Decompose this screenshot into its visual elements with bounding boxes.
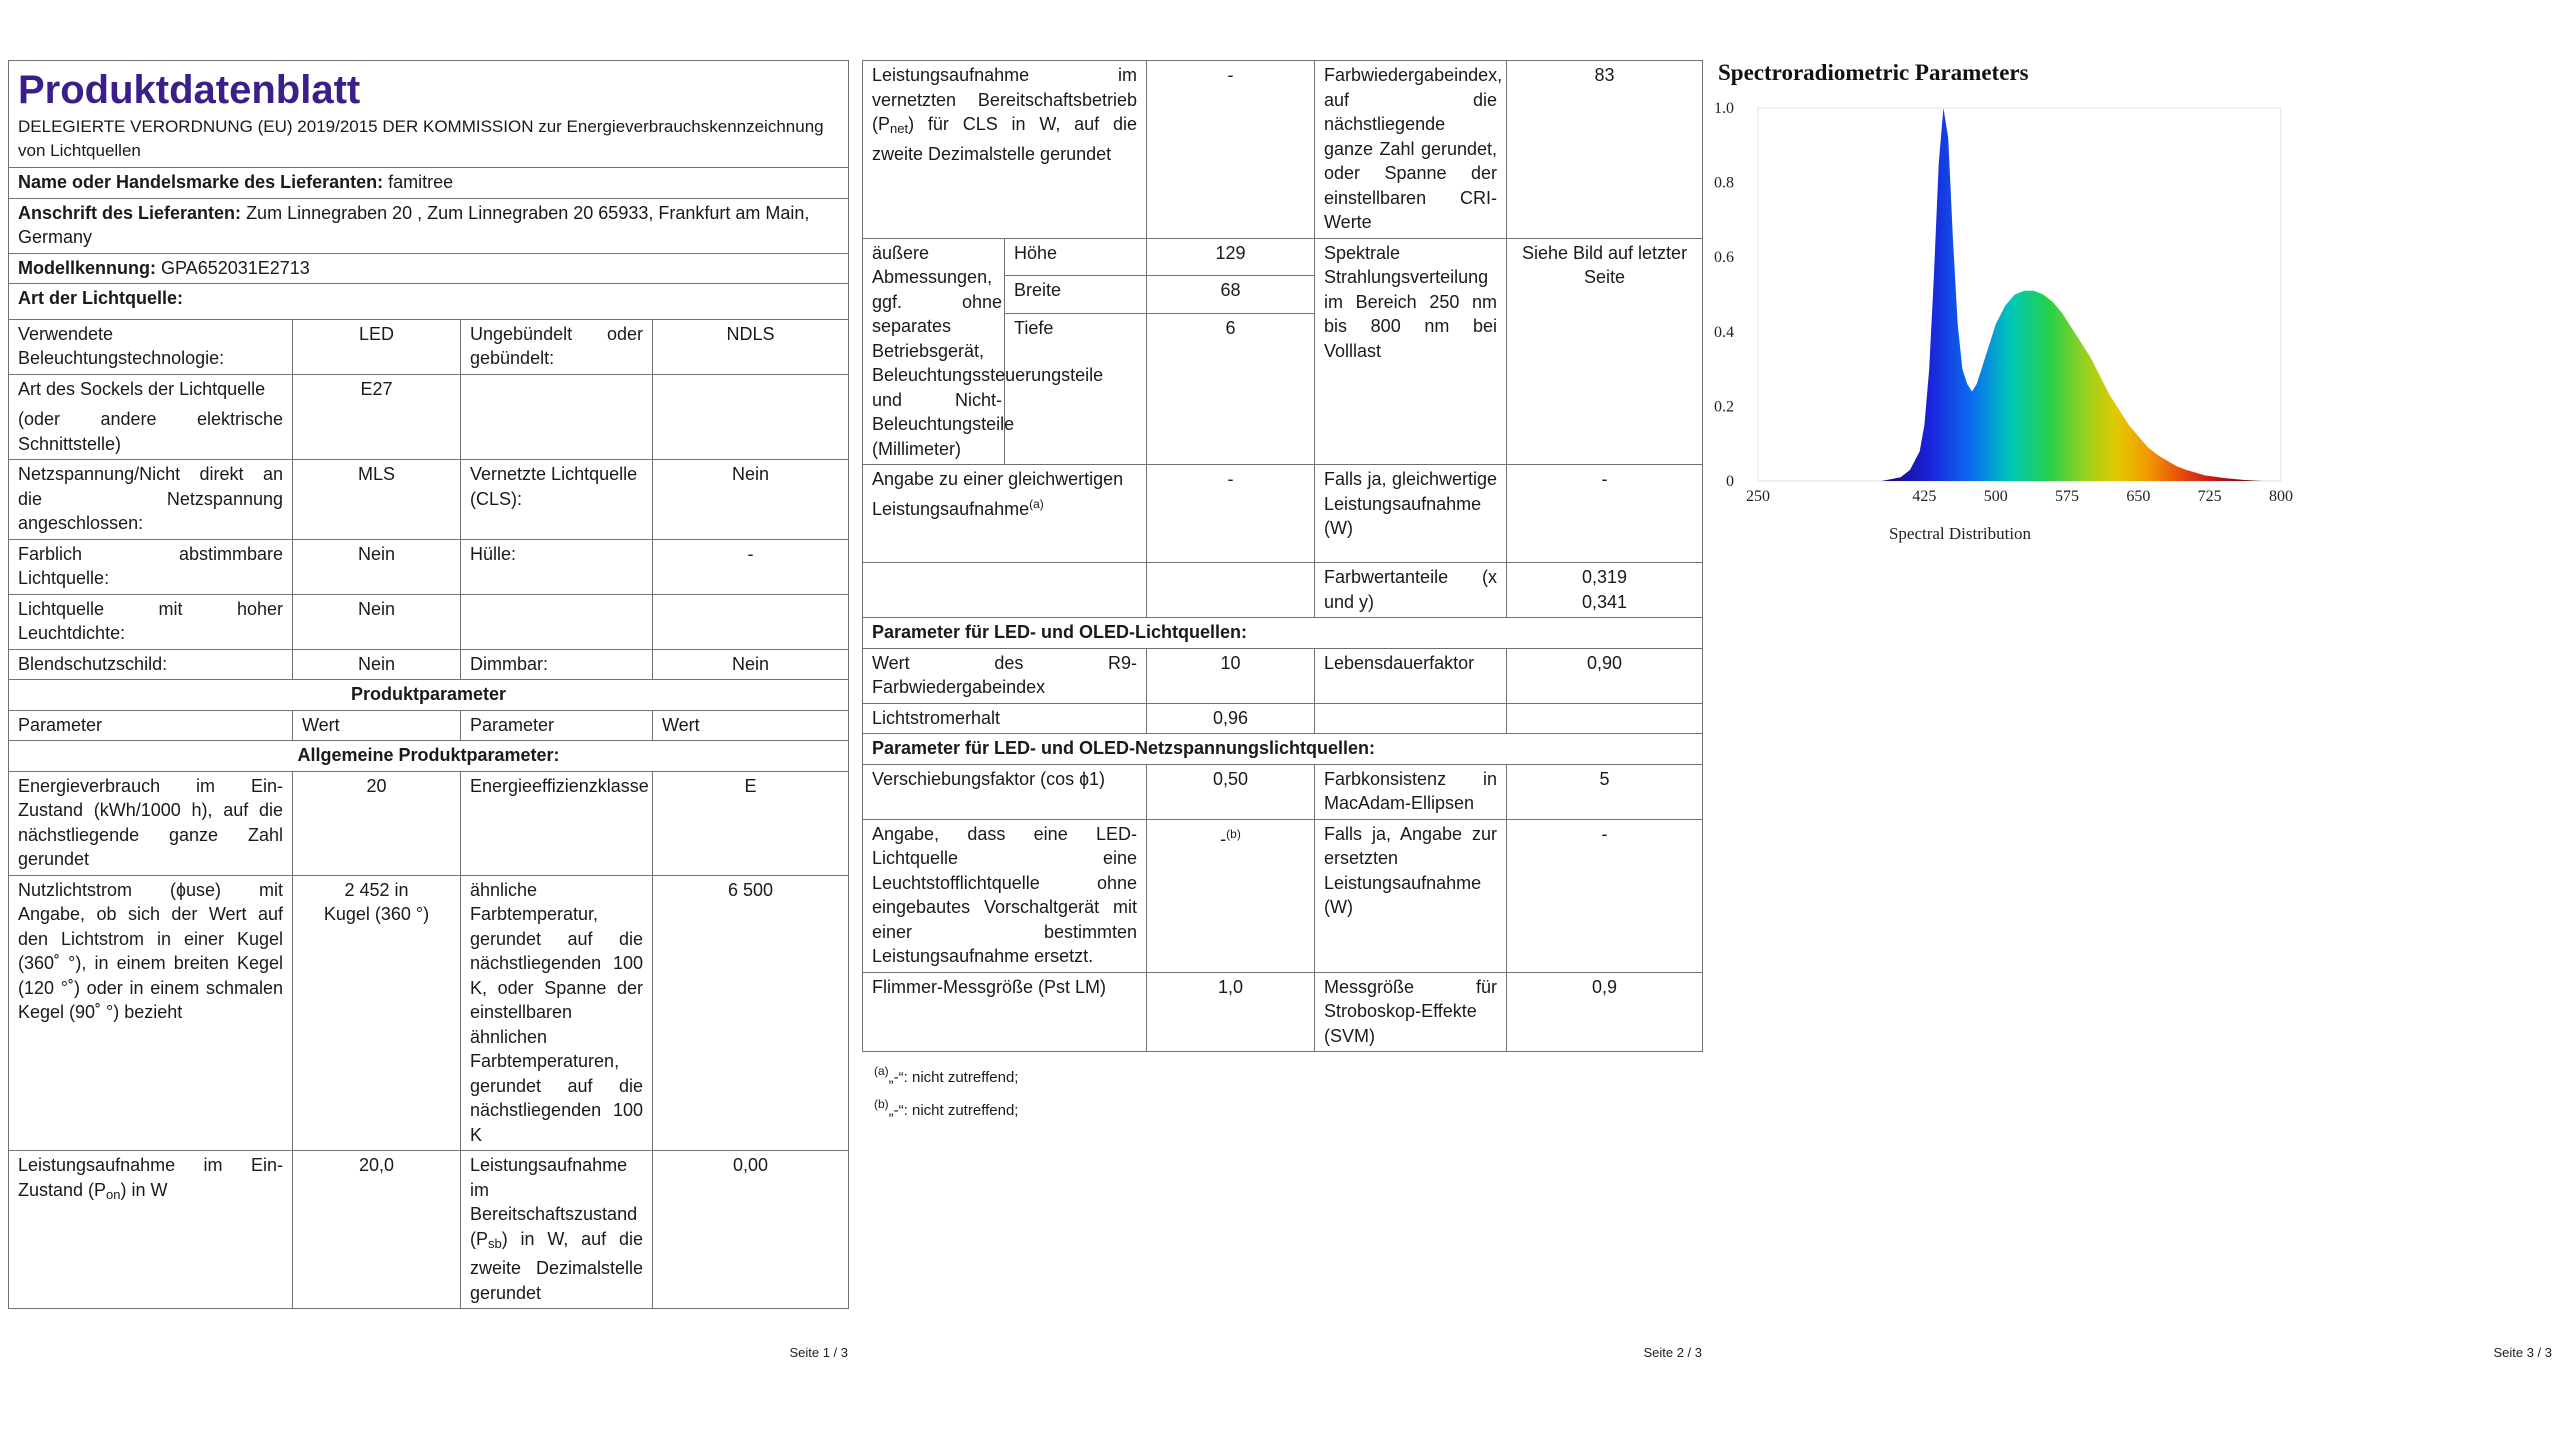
high-luminance-label: Lichtquelle mit hoher Leuchtdichte: — [9, 594, 293, 649]
displacement-factor-label: Verschiebungsfaktor (cos ɸ1) — [863, 764, 1147, 819]
empty-cell — [863, 563, 1147, 618]
networked-standby-value: - — [1147, 61, 1315, 239]
column-header-value: Wert — [293, 710, 461, 741]
x-tick-label: 725 — [2197, 488, 2222, 505]
bundled-value: NDLS — [653, 319, 849, 374]
page-footer: Seite 2 / 3 — [1643, 1345, 1702, 1360]
empty-cell — [1147, 563, 1315, 618]
cls-value: Nein — [653, 460, 849, 540]
led-parameters-header: Parameter für LED- und OLED-Lichtquellen: — [863, 618, 1703, 649]
bundled-label: Ungebündelt oder gebündelt: — [461, 319, 653, 374]
model-label: Modellkennung: — [18, 257, 156, 278]
on-mode-power-label — [9, 1151, 293, 1309]
socket-label — [9, 374, 293, 460]
networked-standby-subscript: net — [890, 121, 909, 136]
energy-class-value: E — [653, 771, 849, 875]
replaced-power-label: Falls ja, Angabe zur ersetzten Leistungsaufnahme (W) — [1315, 819, 1507, 972]
footnote-marker-a: (a) — [1029, 496, 1044, 511]
glare-value: Nein — [293, 649, 461, 680]
x-tick-label: 250 — [1746, 488, 1770, 505]
y-tick-label: 0.4 — [1714, 323, 1734, 341]
envelope-label: Hülle: — [461, 539, 653, 594]
footnote-marker-b: (b) — [1226, 826, 1241, 841]
y-tick-label: 0.6 — [1714, 249, 1734, 267]
footnote-a — [874, 1058, 1702, 1091]
page-footer: Seite 1 / 3 — [789, 1345, 848, 1360]
on-mode-power-text-end: ) in W — [120, 1179, 168, 1200]
dimmable-label: Dimmbar: — [461, 649, 653, 680]
footnote-b-mark: (b) — [874, 1097, 889, 1111]
cls-label: Vernetzte Lichtquelle (CLS): — [461, 460, 653, 540]
chart-title: Spectroradiometric Parameters — [1718, 60, 2029, 85]
tunable-label: Farblich abstimmbare Lichtquelle: — [9, 539, 293, 594]
empty-cell — [1315, 703, 1507, 734]
product-parameters-table — [862, 60, 1703, 1052]
regulation-text: DELEGIERTE VERORDNUNG (EU) 2019/2015 DER KOMMISSION zur Energieverbrauchskennzeichnung von Lichtquellen — [18, 117, 824, 160]
supplier-name-label: Name oder Handelsmarke des Lieferanten: — [18, 172, 384, 192]
macadam-value: 5 — [1507, 764, 1703, 819]
supplier-address-value: Zum Linnegraben 20 , Zum Linnegraben 20 65933, Frankfurt am Main, Germany — [18, 202, 810, 247]
mains-value: MLS — [293, 460, 461, 540]
general-parameters-header: Allgemeine Produktparameter: — [9, 741, 849, 772]
plot-area — [1758, 107, 2281, 482]
spectral-distribution-label: Spektrale Strahlungsverteilung im Bereich 250 nm bis 800 nm bei Volllast — [1315, 238, 1507, 465]
footnote-b-text: „-“: nicht zutreffend; — [888, 1102, 1019, 1119]
cri-label: Farbwiedergabeindex, auf die nächstliegende ganze Zahl gerundet, oder Spanne der einstellbaren CRI-Werte — [1315, 61, 1507, 239]
light-source-type-header: Art der Lichtquelle: — [9, 284, 849, 320]
svm-label: Messgröße für Stroboskop-Effekte (SVM) — [1315, 972, 1507, 1052]
depth-value: 6 — [1147, 314, 1315, 465]
supplier-address-label: Anschrift des Lieferanten: — [18, 202, 242, 223]
useful-flux-value-line2: Kugel (360 °) — [323, 904, 430, 924]
survival-factor-label: Lebensdauerfaktor — [1315, 648, 1507, 703]
glare-label: Blendschutzschild: — [9, 649, 293, 680]
on-mode-power-value: 20,0 — [293, 1151, 461, 1309]
networked-standby-label — [863, 61, 1147, 239]
model-row — [9, 253, 849, 284]
equivalent-power-if-yes-label: Falls ja, gleichwertige Leistungsaufnahme (W) — [1315, 465, 1507, 563]
fluorescent-replacement-value — [1147, 819, 1315, 972]
chromaticity-y: 0,341 — [1581, 591, 1628, 612]
svm-value: 0,9 — [1507, 972, 1703, 1052]
equivalent-power-value: - — [1147, 465, 1315, 563]
equivalent-power-label — [863, 465, 1147, 563]
chromaticity-label: Farbwertanteile (x und y) — [1315, 563, 1507, 618]
on-mode-power-subscript: on — [106, 1186, 121, 1202]
page-title: Produktdatenblatt — [18, 68, 361, 112]
model-value: GPA652031E2713 — [161, 257, 310, 278]
useful-flux-value-line1: 2 452 in — [344, 879, 409, 900]
on-mode-power-text: Leistungsaufnahme im Ein-Zustand (P — [18, 1155, 283, 1200]
footnotes — [862, 1058, 1702, 1124]
height-label: Höhe — [1005, 238, 1147, 276]
width-label: Breite — [1005, 276, 1147, 314]
spectrum-area — [1882, 108, 2262, 481]
r9-label: Wert des R9-Farbwiedergabeindex — [863, 648, 1147, 703]
socket-label-line1: Art des Sockels der Lichtquelle — [18, 378, 266, 399]
empty-cell — [1507, 703, 1703, 734]
energy-consumption-value: 20 — [293, 771, 461, 875]
standby-power-text-end: ) in W, auf die zweite Dezimalstelle gerundet — [470, 1228, 643, 1303]
flicker-label: Flimmer-Messgröße (Pst LM) — [863, 972, 1147, 1052]
technology-value: LED — [293, 319, 461, 374]
high-luminance-value: Nein — [293, 594, 461, 649]
empty-cell — [461, 594, 653, 649]
footnote-b — [874, 1091, 1702, 1124]
equivalent-power-text: Angabe zu einer gleichwertigen Leistungsaufnahme — [872, 469, 1124, 519]
energy-class-label: Energieeffizienzklasse — [461, 771, 653, 875]
fluorescent-replacement-label: Angabe, dass eine LED-Lichtquelle eine Leuchtstofflichtquelle ohne eingebautes Vorschaltgerät mit einer bestimmten Leistungsaufnahme ersetzt. — [863, 819, 1147, 972]
spectral-distribution-value: Siehe Bild auf letzter Seite — [1507, 238, 1703, 465]
x-tick-label: 800 — [2269, 488, 2293, 505]
datasheet-page-2 — [862, 60, 1702, 1360]
socket-label-line2: (oder andere elektrische Schnittstelle) — [18, 409, 283, 454]
dimmable-value: Nein — [653, 649, 849, 680]
y-tick-label: 0 — [1726, 473, 1734, 490]
color-temperature-label: ähnliche Farbtemperatur, gerundet auf die nächstliegenden 100 K, oder Spanne der einstellbaren ähnlichen Farbtemperaturen, gerundet auf die nächstliegenden 100 K — [461, 875, 653, 1151]
socket-value: E27 — [293, 374, 461, 460]
x-tick-label: 500 — [1983, 488, 2008, 505]
datasheet-page-1 — [8, 60, 848, 1360]
mains-led-parameters-header: Parameter für LED- und OLED-Netzspannungslichtquellen: — [863, 734, 1703, 765]
mains-label: Netzspannung/Nicht direkt an die Netzspannung angeschlossen: — [9, 460, 293, 540]
standby-power-label — [461, 1151, 653, 1309]
fluorescent-replacement-dash: - — [1220, 828, 1227, 849]
r9-value: 10 — [1147, 648, 1315, 703]
product-parameters-header: Produktparameter — [9, 680, 849, 711]
chromaticity-x: 0,319 — [1581, 567, 1628, 587]
empty-cell — [653, 374, 849, 460]
replaced-power-value: - — [1507, 819, 1703, 972]
flicker-value: 1,0 — [1147, 972, 1315, 1052]
width-value: 68 — [1147, 276, 1315, 314]
x-axis-label: Spectral Distribution — [1888, 524, 2032, 543]
useful-flux-label: Nutzlichtstrom (ɸuse) mit Angabe, ob sich der Wert auf den Lichtstrom in einer Kugel (360˚ °), in einem breiten Kegel (120 °˚) oder in einem schmalen Kegel (90˚ °) bezieht — [9, 875, 293, 1151]
displacement-factor-value: 0,50 — [1147, 764, 1315, 819]
networked-standby-text-end: ) für CLS in W, auf die zweite Dezimalstelle gerundet — [872, 114, 1138, 164]
networked-standby-text: Leistungsaufnahme im vernetzten Bereitschaftsbetrieb (P — [872, 65, 1138, 134]
empty-cell — [653, 594, 849, 649]
column-header-parameter: Parameter — [461, 710, 653, 741]
footnote-a-mark: (a) — [874, 1064, 889, 1078]
supplier-name-value: famitree — [388, 172, 454, 192]
supplier-name-row — [9, 168, 849, 199]
footnote-a-text: „-“: nicht zutreffend; — [888, 1069, 1019, 1086]
tunable-value: Nein — [293, 539, 461, 594]
standby-power-subscript: sb — [488, 1235, 502, 1251]
spectrum-chart — [1716, 96, 2336, 556]
envelope-value: - — [653, 539, 849, 594]
cri-value: 83 — [1507, 61, 1703, 239]
empty-cell — [461, 374, 653, 460]
equivalent-power-if-yes-value: - — [1507, 465, 1703, 563]
energy-consumption-label: Energieverbrauch im Ein-Zustand (kWh/1000 h), auf die nächstliegende ganze Zahl gerundet — [9, 771, 293, 875]
column-header-value: Wert — [653, 710, 849, 741]
y-tick-label: 0.8 — [1714, 174, 1734, 192]
column-header-parameter: Parameter — [9, 710, 293, 741]
depth-label: Tiefe — [1005, 314, 1147, 465]
dimensions-label: äußere Abmessungen, ggf. ohne separates Betriebsgerät, Beleuchtungssteuerungsteile und Nicht-Beleuchtungsteile (Millimeter) — [863, 238, 1005, 465]
survival-factor-value: 0,90 — [1507, 648, 1703, 703]
technology-label: Verwendete Beleuchtungstechnologie: — [9, 319, 293, 374]
useful-flux-value — [293, 875, 461, 1151]
x-tick-label: 425 — [1912, 488, 1937, 505]
product-info-table — [8, 60, 849, 1309]
standby-power-text: Leistungsaufnahme im Bereitschaftszustand (P — [470, 1155, 638, 1249]
lumen-maintenance-value: 0,96 — [1147, 703, 1315, 734]
x-tick-label: 650 — [2126, 488, 2151, 505]
page-footer: Seite 3 / 3 — [2493, 1345, 2552, 1360]
y-tick-label: 0.2 — [1714, 398, 1734, 416]
height-value: 129 — [1147, 238, 1315, 276]
standby-power-value: 0,00 — [653, 1151, 849, 1309]
supplier-address-row — [9, 198, 849, 253]
lumen-maintenance-label: Lichtstromerhalt — [863, 703, 1147, 734]
macadam-label: Farbkonsistenz in MacAdam-Ellipsen — [1315, 764, 1507, 819]
chromaticity-value — [1507, 563, 1703, 618]
x-tick-label: 575 — [2055, 488, 2080, 505]
color-temperature-value: 6 500 — [653, 875, 849, 1151]
y-tick-label: 1.0 — [1714, 100, 1734, 117]
